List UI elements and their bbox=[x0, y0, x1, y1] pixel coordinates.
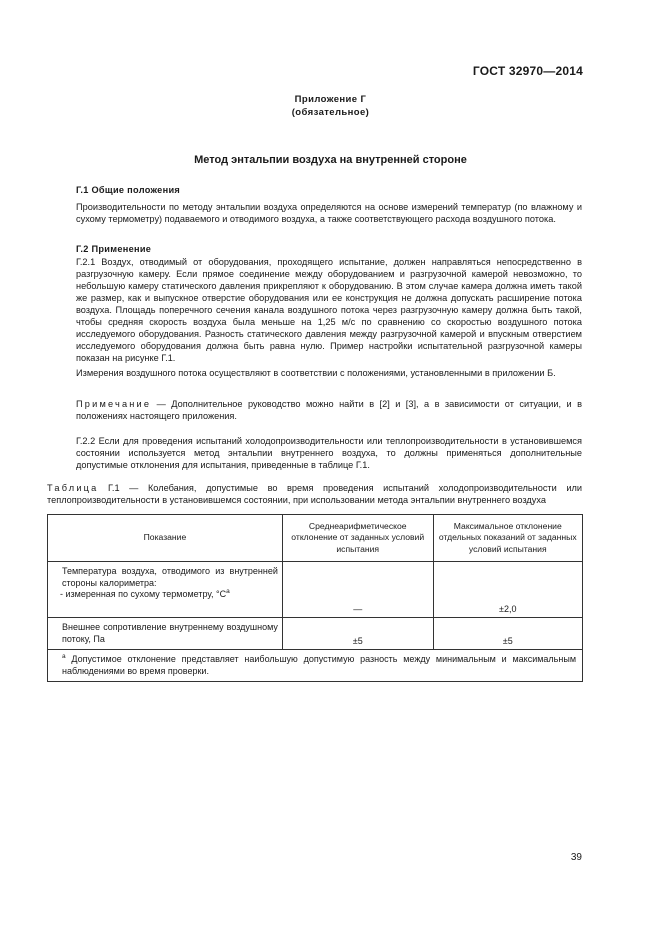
row-label bbox=[48, 618, 283, 650]
paragraph: Г.2.2 Если для проведения испытаний холодопроизводительности или теплопроизводительности в установившемся состоянии используется метод энтальпии внутреннего воздуха, то должны применяться дополнительные допустимые отклонения для испытания, приведенные в таблице Г.1. bbox=[76, 436, 582, 470]
row-label-line2: - измеренная по сухому термометру, $^\circ С^а$ bbox=[60, 588, 230, 599]
table-caption-label: Таблица bbox=[47, 483, 99, 493]
tolerance-table bbox=[47, 514, 583, 682]
heading-text: Г.1 Общие положения bbox=[76, 185, 181, 195]
row-max-value: ±5 bbox=[433, 618, 582, 650]
footnote-ref: а bbox=[226, 588, 230, 595]
table-header-row bbox=[48, 515, 583, 562]
section-g1-text bbox=[76, 201, 582, 225]
table-caption bbox=[47, 482, 582, 506]
header-cell-mean-deviation: Среднеарифметическое отклонение от заданных условий испытания bbox=[282, 515, 433, 562]
measure-text bbox=[76, 367, 582, 379]
paragraph: Производительности по методу энтальпии воздуха определяются на основе измерений температур (по влажному и сухому термометру) подаваемого и отводимого воздуха, а также соответствующего расхода воздушного потока. bbox=[76, 202, 582, 224]
table-footnote-row bbox=[48, 650, 583, 682]
note-paragraph bbox=[76, 398, 582, 422]
section-g2-heading bbox=[76, 243, 582, 255]
row-max-value: ±2,0 bbox=[433, 562, 582, 618]
row-mean-value: ±5 bbox=[282, 618, 433, 650]
note-label: Примечание bbox=[76, 399, 152, 409]
header-cell-reading: Показание bbox=[48, 515, 283, 562]
paragraph: Г.2.1 Воздух, отводимый от оборудования, проходящего испытание, должен направляться непосредственно в разгрузочную камеру. Если прямое соединение между оборудованием и разгрузочной камерой невозможно, то небольшую камеру статического давления прикрепляют к оборудованию. В этом случае камера должна иметь такой же размер, как и выпускное отверстие оборудования или ее конструкция не должна допускать расширение потока воздуха. Площадь поперечного сечения канала воздушного потока через разгрузочную камеру должна быть такой, чтобы средняя скорость воздуха была меньше на 1,25 м/с по сравнению со скоростью воздушного потока исследуемого оборудования. Разность статического давления между разгрузочной камерой и впускным отверстием исследуемого оборудования должна быть равна нулю. Пример настройки испытательной разгрузочной камеры показан на рисунке Г.1. bbox=[76, 257, 582, 363]
row-mean-value: — bbox=[282, 562, 433, 618]
note-text: — Дополнительное руководство можно найти в [2] и [3], а в зависимости от ситуации, и в положениях настоящего приложения. bbox=[76, 399, 582, 421]
section-g1-heading bbox=[76, 184, 582, 196]
page-number: 39 bbox=[570, 852, 582, 863]
footnote-text: Допустимое отклонение представляет наибольшую допустимую разность между минимальным и максимальным наблюдениями во время проверки. bbox=[62, 654, 576, 676]
paragraph: Измерения воздушного потока осуществляют в соответствии с положениями, установленными в приложении Б. bbox=[76, 368, 556, 378]
appendix-status: (обязательное) bbox=[291, 107, 370, 118]
note bbox=[76, 398, 582, 422]
row-label-line1: Внешнее сопротивление внутреннему воздушному потоку, Па bbox=[62, 622, 278, 644]
standard-number: ГОСТ 32970—2014 bbox=[472, 64, 583, 78]
row-label bbox=[48, 562, 283, 618]
section-g22-text bbox=[76, 435, 582, 471]
heading-text: Г.2 Применение bbox=[76, 244, 152, 254]
table-footnote bbox=[48, 650, 583, 682]
header-cell-max-deviation: Максимальное отклонение отдельных показаний от заданных условий испытания bbox=[433, 515, 582, 562]
table-row bbox=[48, 618, 583, 650]
section-g21-text bbox=[76, 256, 582, 364]
page-title: Метод энтальпии воздуха на внутренней стороне bbox=[194, 154, 467, 166]
row-label-line1: Температура воздуха, отводимого из внутренней стороны калориметра: bbox=[62, 566, 278, 588]
table-row bbox=[48, 562, 583, 618]
appendix-label: Приложение Г bbox=[294, 94, 367, 105]
table-caption-text: Г.1 — Колебания, допустимые во время проведения испытаний холодопроизводительности или теплопроизводительности в установившемся состоянии, при использовании метода энтальпии внутреннего воздуха bbox=[47, 483, 582, 505]
footnote-mark: а bbox=[62, 653, 66, 660]
